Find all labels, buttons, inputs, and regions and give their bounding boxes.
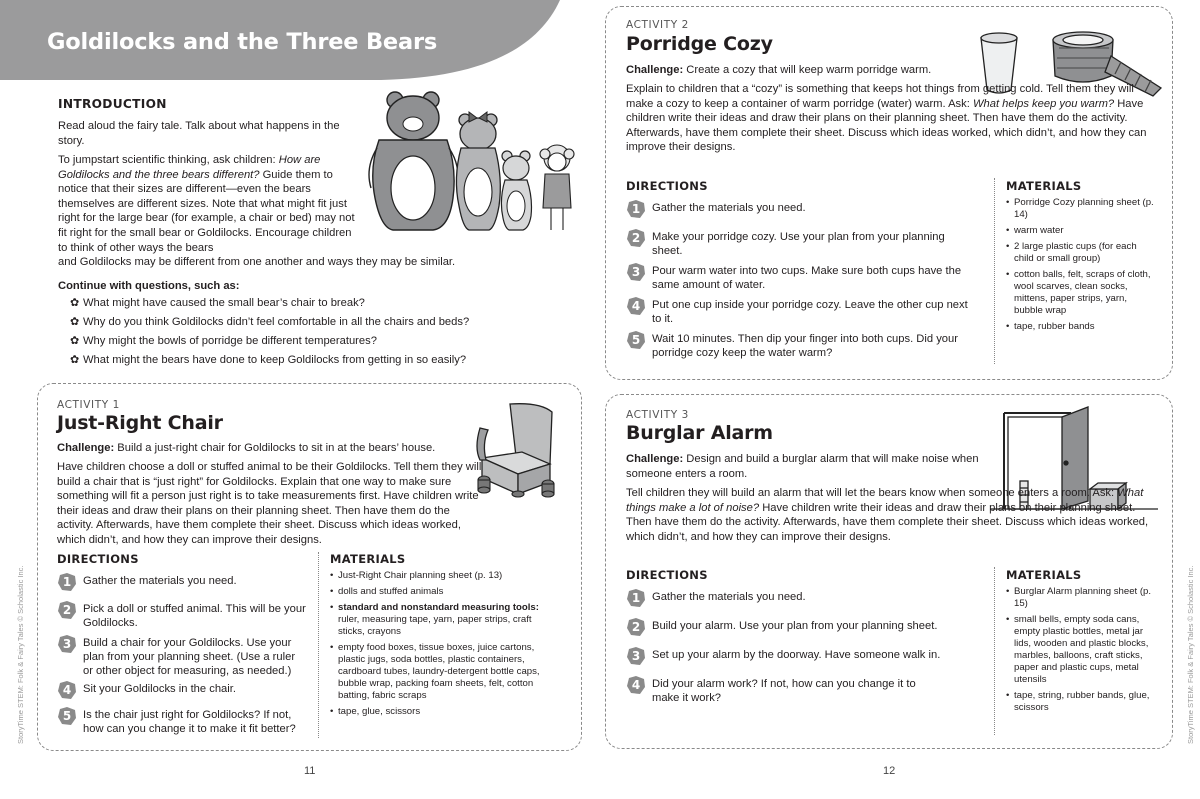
title-banner — [0, 0, 600, 82]
step-item — [57, 602, 307, 636]
step-number: 4 — [62, 683, 72, 697]
step-text: Did your alarm work? If not, how can you change it to make it work? — [652, 678, 916, 704]
activity-1-directions-heading: DIRECTIONS — [57, 552, 139, 566]
step-number-badge — [57, 634, 77, 654]
flower-bullet-icon: ✿ — [70, 335, 80, 347]
step-item — [57, 708, 307, 738]
list-item: • dolls and stuffed animals — [330, 586, 560, 598]
step-number-badge — [626, 262, 646, 282]
step-text: Build your alarm. Use your plan from your planning sheet. — [652, 620, 938, 632]
activity-3-title: Burglar Alarm — [626, 422, 773, 444]
step-number: 5 — [62, 709, 72, 723]
body-text-cont: Have children write their ideas and draw their plans on their planning sheet. Then have them do the activity. Afterwards, have them complete their sheet. Discuss which ideas worked, which didn’t, and how they can improve their designs. — [626, 501, 1149, 543]
step-number: 1 — [62, 575, 72, 589]
list-item — [70, 296, 469, 315]
activity-3-label: ACTIVITY 3 — [626, 409, 689, 421]
activity-2-body — [626, 82, 1156, 155]
step-number: 5 — [631, 333, 641, 347]
material-bold-text: standard and nonstandard measuring tools: — [338, 602, 539, 613]
list-item: • warm water — [1006, 225, 1156, 237]
challenge-label: Challenge: — [57, 442, 115, 454]
step-number-badge — [626, 675, 646, 695]
step-text: Is the chair just right for Goldilocks? If not, how can you change it to make it fit better? — [83, 709, 296, 735]
credit-right: StoryTime STEM: Folk & Fairy Tales © Scholastic Inc. — [1186, 565, 1195, 744]
flower-bullet-icon: ✿ — [70, 297, 80, 309]
step-text: Put one cup inside your porridge cozy. Leave the other cup next to it. — [652, 299, 968, 325]
step-text: Pick a doll or stuffed animal. This will be your Goldilocks. — [83, 603, 306, 629]
activity-2-challenge — [626, 63, 966, 78]
activity-1-materials — [330, 570, 560, 722]
intro-p2-question: How are Goldilocks and the three bears different? — [58, 154, 321, 181]
activity-1-label: ACTIVITY 1 — [57, 399, 120, 411]
step-item — [626, 264, 976, 298]
activity-2-steps — [626, 201, 976, 362]
activity-1-title: Just-Right Chair — [57, 412, 223, 434]
step-text: Gather the materials you need. — [652, 202, 806, 214]
activity-2-materials-heading: MATERIALS — [1006, 179, 1082, 193]
body-text: Explain to children that a “cozy” is something that keeps hot things from getting cold. Tell them they will make a cozy to keep a container of warm porridge (water) warm. Ask: — [626, 83, 1134, 110]
step-item — [57, 682, 307, 708]
flower-bullet-icon: ✿ — [70, 354, 80, 366]
flower-bullet-icon: ✿ — [70, 316, 80, 328]
page-number-left: 11 — [304, 765, 316, 777]
list-item: • tape, rubber bands — [1006, 321, 1156, 333]
step-item — [626, 298, 976, 332]
step-number-badge — [626, 646, 646, 666]
step-number-badge — [626, 588, 646, 608]
list-item — [70, 334, 469, 353]
step-number-badge — [626, 330, 646, 350]
body-text-cont: Have children write their ideas and draw their plans on their planning sheet. Then have them do the activity. Afterwards, have them complete their sheet. Discuss which ideas worked, which didn’t, and how they can improve their designs. — [626, 97, 1147, 154]
activity-3-steps — [626, 590, 976, 707]
step-item — [626, 201, 976, 230]
intro-p2-text-cont: Guide them to notice that their sizes are different—even the bears themselves are different sizes. Note that what might fit just right for the large bear (for example, a chair or bed) may not fit right for the small bear or Goldilocks. Encourage children to think of other ways the bears — [58, 168, 355, 254]
body-question: What things make a lot of noise? — [626, 487, 1144, 514]
step-item — [626, 590, 976, 619]
body-question: What helps keep you warm? — [972, 97, 1115, 110]
list-item: • tape, string, rubber bands, glue, scissors — [1006, 690, 1156, 714]
materials-divider — [994, 178, 995, 364]
intro-paragraph-2 — [58, 153, 358, 255]
step-number: 2 — [62, 603, 72, 617]
page-title: Goldilocks and the Three Bears — [47, 29, 438, 55]
step-number: 1 — [631, 591, 641, 605]
intro-heading: INTRODUCTION — [58, 97, 167, 111]
step-number: 1 — [631, 202, 641, 216]
challenge-text: Design and build a burglar alarm that will make noise when someone enters a room. — [626, 453, 979, 480]
step-number-badge — [57, 680, 77, 700]
step-number: 3 — [631, 265, 641, 279]
question-text: Why might the bowls of porridge be different temperatures? — [83, 335, 377, 347]
list-item: • Porridge Cozy planning sheet (p. 14) — [1006, 197, 1156, 221]
activity-1-materials-heading: MATERIALS — [330, 552, 406, 566]
list-item: • Burglar Alarm planning sheet (p. 15) — [1006, 586, 1156, 610]
list-item — [70, 353, 469, 372]
step-item — [626, 332, 976, 362]
credit-left: StoryTime STEM: Folk & Fairy Tales © Scholastic Inc. — [16, 565, 25, 744]
challenge-text: Build a just-right chair for Goldilocks to sit in at the bears’ house. — [114, 442, 436, 454]
activity-3-body — [626, 486, 1151, 544]
list-item: • tape, glue, scissors — [330, 706, 560, 718]
activity-3-materials-heading: MATERIALS — [1006, 568, 1082, 582]
step-text: Build a chair for your Goldilocks. Use your plan from your planning sheet. (Use a ruler or other object for measuring, as needed.) — [83, 637, 296, 677]
activity-3-materials — [1006, 586, 1156, 718]
step-text: Sit your Goldilocks in the chair. — [83, 683, 236, 695]
activity-2-label: ACTIVITY 2 — [626, 19, 689, 31]
step-number-badge — [626, 296, 646, 316]
step-item — [626, 677, 926, 707]
materials-divider — [994, 567, 995, 735]
activity-3-challenge — [626, 452, 986, 481]
step-text: Make your porridge cozy. Use your plan from your planning sheet. — [652, 231, 945, 257]
bears-and-goldilocks-illustration — [365, 88, 580, 240]
list-item: • cotton balls, felt, scraps of cloth, wool scarves, clean socks, mittens, paper strips, yarn, bubble wrap — [1006, 269, 1156, 317]
challenge-text: Create a cozy that will keep warm porridge warm. — [683, 64, 932, 76]
challenge-label: Challenge: — [626, 453, 684, 465]
list-item — [70, 315, 469, 334]
step-number-badge — [57, 572, 77, 592]
continue-questions-label: Continue with questions, such as: — [58, 280, 240, 292]
step-item — [57, 574, 307, 602]
step-number-badge — [626, 617, 646, 637]
step-text: Pour warm water into two cups. Make sure both cups have the same amount of water. — [652, 265, 962, 291]
step-item — [626, 648, 976, 677]
question-text: What might have caused the small bear’s chair to break? — [83, 297, 365, 309]
intro-paragraph-2-end: and Goldilocks may be different from one another and ways they may be similar. — [58, 256, 456, 268]
activity-2-title: Porridge Cozy — [626, 33, 773, 55]
step-text: Set up your alarm by the doorway. Have someone walk in. — [652, 649, 941, 661]
intro-p2-text: To jumpstart scientific thinking, ask children: — [58, 154, 279, 166]
intro-paragraph-1: Read aloud the fairy tale. Talk about what happens in the story. — [58, 120, 340, 147]
step-number-badge — [57, 706, 77, 726]
step-item — [626, 619, 976, 648]
step-number: 2 — [631, 620, 641, 634]
activity-1-body: Have children choose a doll or stuffed animal to be their Goldilocks. Tell them they will build a chair that is “just right” for Goldilocks. Explain that one way to make sure something will fit a person just right is to take measurements first. Have children write their ideas and draw their plans on their planning sheet. Then have them do the activity. Afterwards, have them complete their sheet. Discuss which ideas worked, which didn’t, and how they can improve their designs. — [57, 461, 482, 546]
body-text: Tell children they will build an alarm that will let the bears know when someone enters a room. Ask: — [626, 487, 1118, 499]
page-number-right: 12 — [883, 765, 896, 777]
step-number-badge — [626, 199, 646, 219]
step-text: Gather the materials you need. — [83, 575, 237, 587]
step-number: 2 — [631, 231, 641, 245]
activity-2-materials — [1006, 197, 1156, 337]
step-number: 4 — [631, 678, 641, 692]
step-number: 4 — [631, 299, 641, 313]
step-text: Gather the materials you need. — [652, 591, 806, 603]
activity-3-directions-heading: DIRECTIONS — [626, 568, 708, 582]
step-number: 3 — [631, 649, 641, 663]
challenge-label: Challenge: — [626, 64, 684, 76]
list-item: • empty food boxes, tissue boxes, juice cartons, plastic jugs, soda bottles, plastic containers, cardboard tubes, laundry-detergent bottle caps, bubble wrap, packing foam sheets, felt, cotton batting, fabric scraps — [330, 642, 560, 702]
activity-1-steps — [57, 574, 307, 738]
intro-question-list — [70, 296, 469, 372]
activity-1-challenge — [57, 441, 457, 456]
step-text: Wait 10 minutes. Then dip your finger into both cups. Did your porridge cozy keep the water warm? — [652, 333, 958, 359]
activity-2-directions-heading: DIRECTIONS — [626, 179, 708, 193]
list-item: • Just-Right Chair planning sheet (p. 13) — [330, 570, 560, 582]
step-item — [57, 636, 307, 682]
question-text: Why do you think Goldilocks didn’t feel comfortable in all the chairs and beds? — [83, 316, 470, 328]
material-text: ruler, measuring tape, yarn, paper strips, craft sticks, crayons — [338, 614, 532, 637]
list-item — [330, 602, 560, 638]
step-item — [626, 230, 976, 264]
question-text: What might the bears have done to keep Goldilocks from getting in so easily? — [83, 354, 467, 366]
list-item: • 2 large plastic cups (for each child or small group) — [1006, 241, 1156, 265]
step-number-badge — [626, 228, 646, 248]
step-number-badge — [57, 600, 77, 620]
materials-divider — [318, 552, 319, 738]
step-number: 3 — [62, 637, 72, 651]
list-item: • small bells, empty soda cans, empty plastic bottles, metal jar lids, wooden and plastic blocks, marbles, balloons, craft sticks, paper and plastic cups, metal utensils — [1006, 614, 1156, 686]
